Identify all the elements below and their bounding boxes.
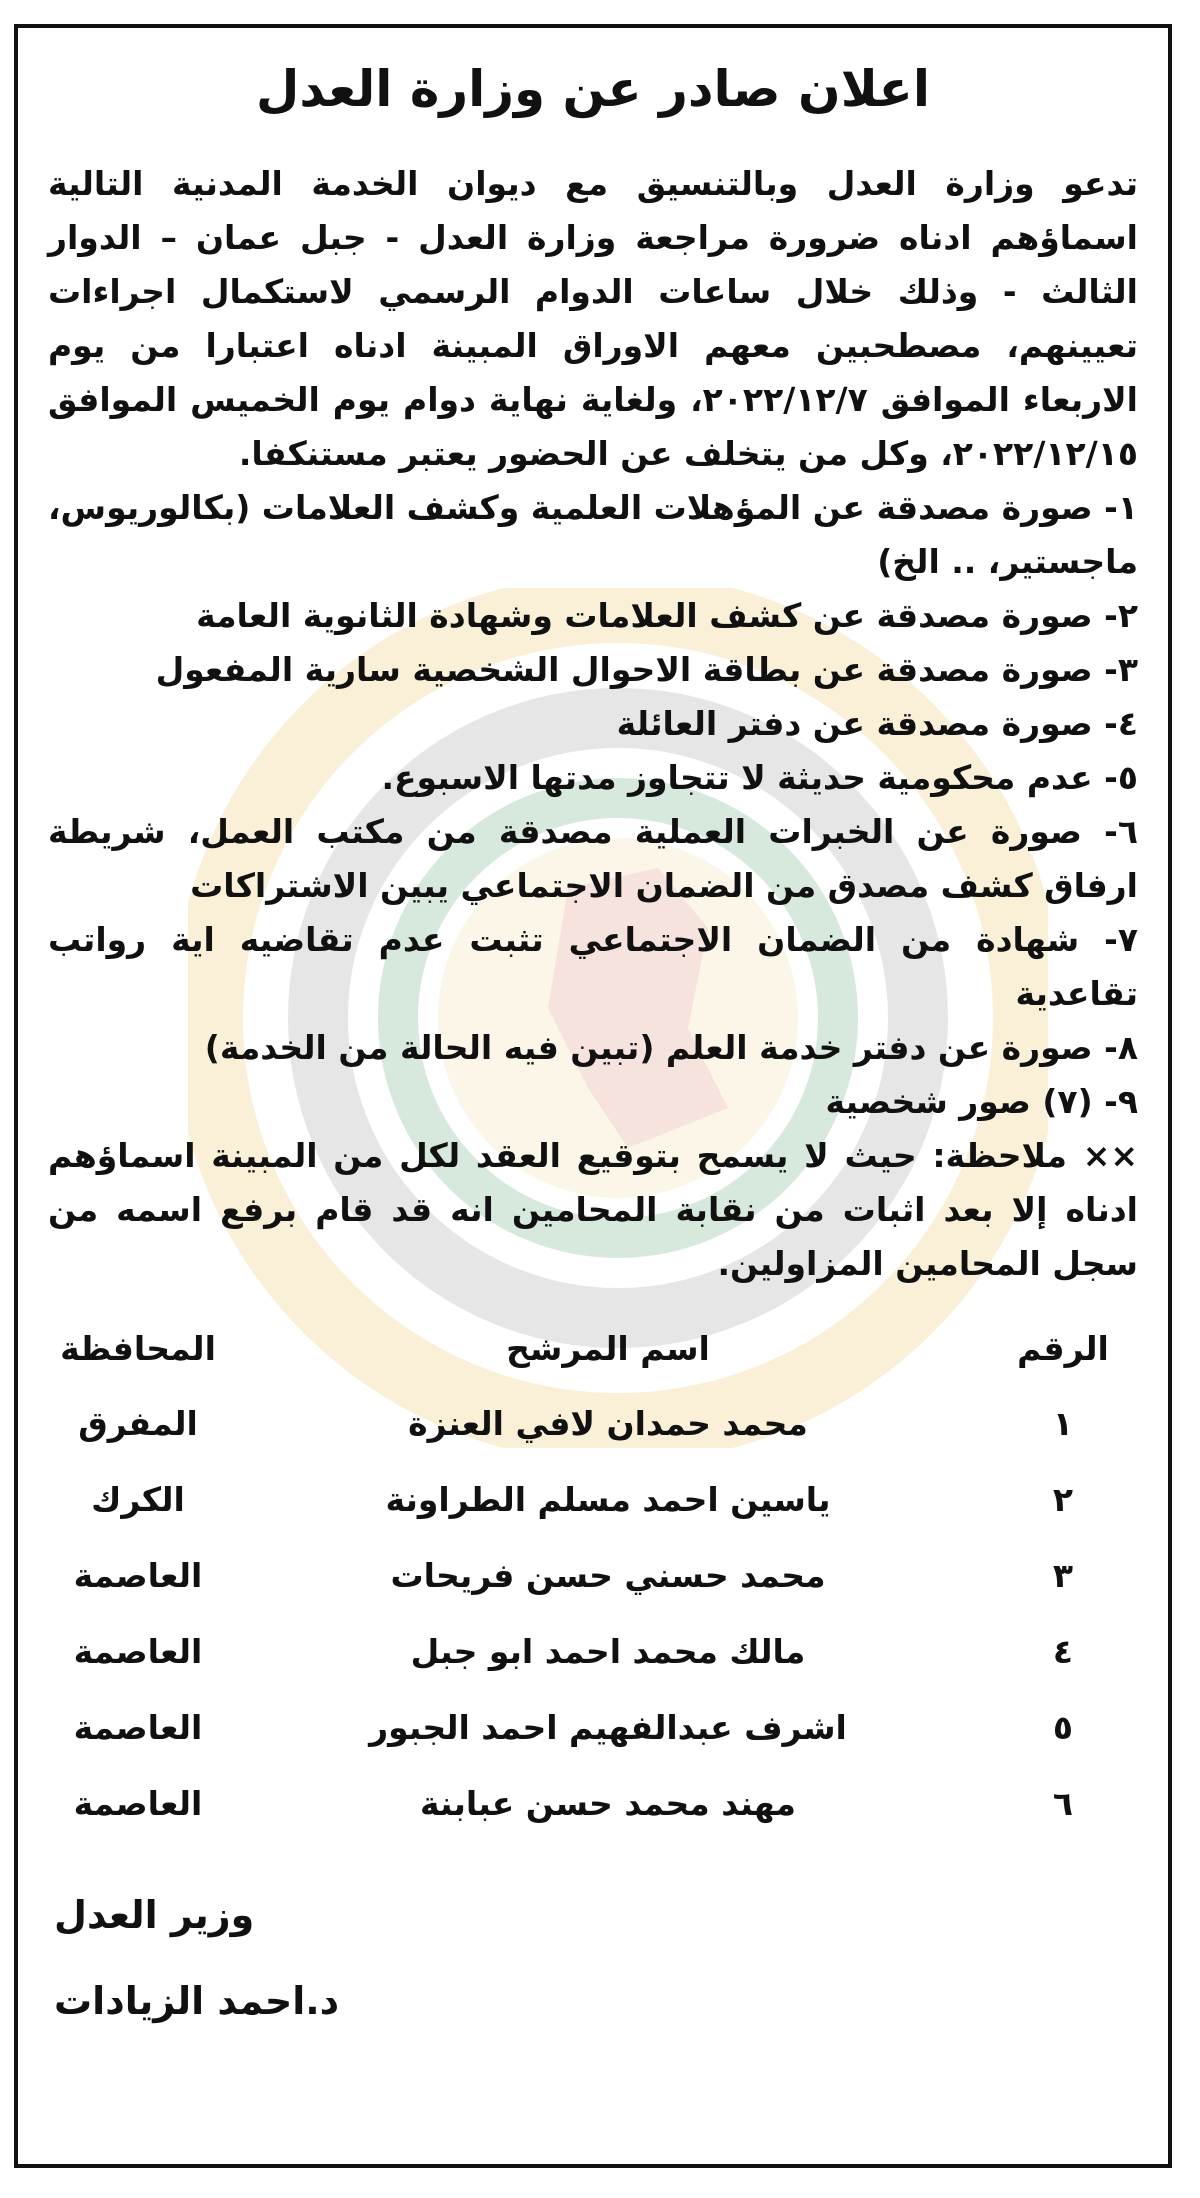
signature-name: د.احمد الزيادات <box>54 1978 340 2023</box>
requirement-item: ٨- صورة عن دفتر خدمة العلم (تبين فيه الحالة من الخدمة) <box>204 1028 1138 1067</box>
candidate-governorate: الكرك <box>91 1479 185 1519</box>
header-governorate: المحافظة <box>60 1328 216 1368</box>
announcement-frame <box>14 24 1172 2168</box>
requirement-item: ٥- عدم محكومية حديثة لا تتجاوز مدتها الاسبوع. <box>381 758 1138 797</box>
candidate-number: ١ <box>1052 1403 1074 1443</box>
candidate-governorate: العاصمة <box>73 1555 203 1595</box>
requirement-item: ١- صورة مصدقة عن المؤهلات العلمية وكشف العلامات (بكالوريوس، ماجستير، .. الخ) <box>48 488 1138 581</box>
table-row <box>48 1537 1138 1613</box>
candidate-number: ٢ <box>1052 1479 1074 1519</box>
requirement-item: ٦- صورة عن الخبرات العملية مصدقة من مكتب العمل، شريطة ارفاق كشف مصدق من الضمان الاجتماعي يبين الاشتراكات <box>48 812 1138 905</box>
header-candidate-name: اسم المرشح <box>506 1328 710 1368</box>
signature-position: وزير العدل <box>54 1893 255 1937</box>
candidate-number: ٣ <box>1052 1555 1074 1595</box>
candidate-name: مهند محمد حسن عبابنة <box>420 1783 796 1823</box>
candidate-name: اشرف عبدالفهيم احمد الجبور <box>369 1707 847 1747</box>
signature-block <box>48 1893 1138 2024</box>
requirement-item: ٤- صورة مصدقة عن دفتر العائلة <box>616 704 1138 743</box>
table-row <box>48 1689 1138 1765</box>
table-header-row <box>48 1311 1138 1385</box>
candidate-number: ٤ <box>1052 1631 1074 1671</box>
announcement-title: اعلان صادر عن وزارة العدل <box>256 60 930 118</box>
header-number: الرقم <box>1017 1328 1109 1368</box>
candidate-governorate: المفرق <box>78 1403 198 1443</box>
candidate-name: مالك محمد احمد ابو جبل <box>410 1631 806 1671</box>
candidate-governorate: العاصمة <box>73 1783 203 1823</box>
requirement-item: ٢- صورة مصدقة عن كشف العلامات وشهادة الثانوية العامة <box>196 596 1138 635</box>
requirement-item: ٩- (٧) صور شخصية <box>825 1082 1138 1121</box>
candidates-table <box>48 1311 1138 1841</box>
candidate-number: ٥ <box>1052 1707 1074 1747</box>
candidate-number: ٦ <box>1052 1783 1074 1823</box>
candidate-name: ياسين احمد مسلم الطراونة <box>385 1479 831 1519</box>
candidate-governorate: العاصمة <box>73 1707 203 1747</box>
table-row <box>48 1461 1138 1537</box>
candidate-name: محمد حمدان لافي العنزة <box>408 1403 808 1443</box>
candidate-name: محمد حسني حسن فريحات <box>390 1555 826 1595</box>
candidate-governorate: العاصمة <box>73 1631 203 1671</box>
table-row <box>48 1765 1138 1841</box>
requirement-item: ٣- صورة مصدقة عن بطاقة الاحوال الشخصية سارية المفعول <box>155 650 1138 689</box>
requirement-item: ٧- شهادة من الضمان الاجتماعي تثبت عدم تقاضيه اية رواتب تقاعدية <box>48 920 1138 1013</box>
intro-paragraph: تدعو وزارة العدل وبالتنسيق مع ديوان الخدمة المدنية التالية اسماؤهم ادناه ضرورة مراجعة وزارة العدل - جبل عمان – الدوار الثالث - وذلك خلال ساعات الدوام الرسمي لاستكمال اجراءات تعيينهم، مصطحبين معهم الاوراق المبينة ادناه اعتبارا من يوم الاربعاء الموافق ٢٠٢٢/١٢/٧، ولغاية نهاية دوام يوم الخميس الموافق ٢٠٢٢/١٢/١٥، وكل من يتخلف عن الحضور يعتبر مستنكفا. <box>48 164 1138 473</box>
table-row <box>48 1385 1138 1461</box>
announcement-content <box>18 62 1168 2024</box>
lawyers-note: ×× ملاحظة: حيث لا يسمح بتوقيع العقد لكل من المبينة اسماؤهم ادناه إلا بعد اثبات من نقابة المحامين انه قد قام برفع اسمه من سجل المحامين المزاولين. <box>48 1136 1138 1283</box>
requirements-list <box>48 481 1138 1129</box>
table-row <box>48 1613 1138 1689</box>
